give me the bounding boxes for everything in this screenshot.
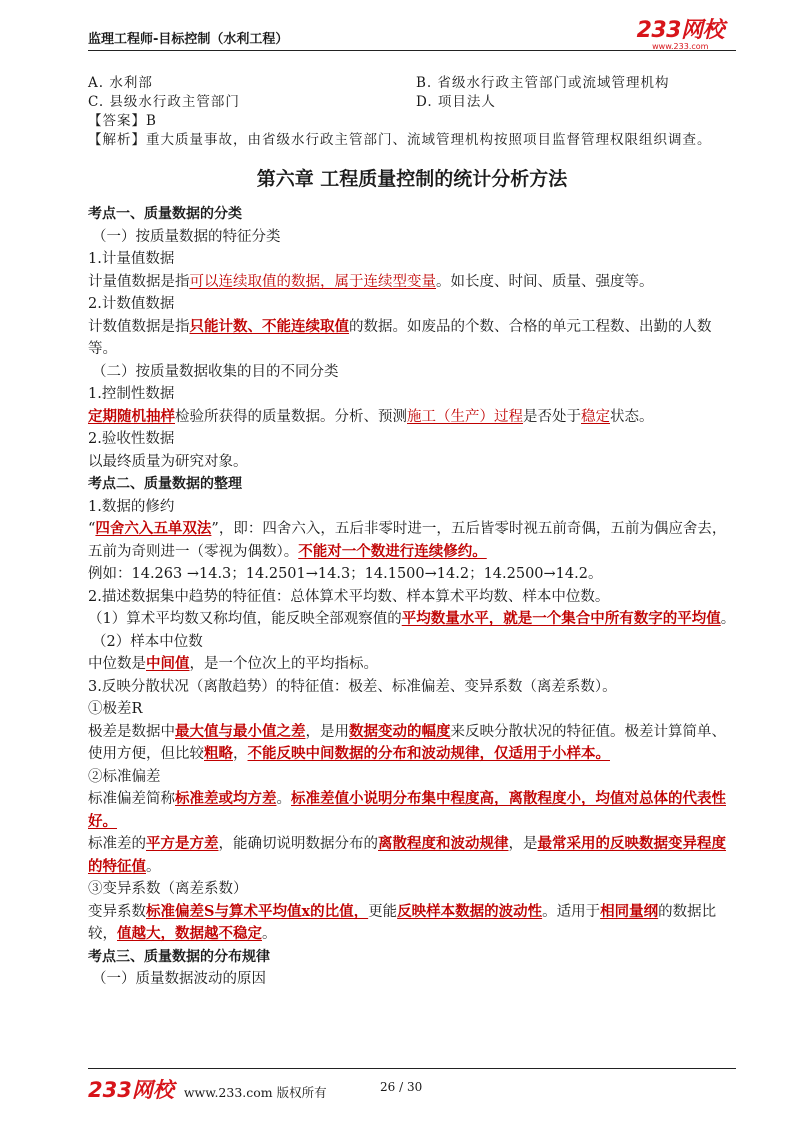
text: “ [88, 521, 96, 537]
footer-logo: 233网校 [88, 1078, 174, 1102]
footer-copyright: www.233.com 版权所有 [183, 1085, 327, 1100]
highlight: 平方是方差 [146, 835, 219, 852]
text: 来反映分散状况的特征值。极差计算简单、使用方便，但比较 [88, 723, 726, 762]
highlight: 值越大，数据越不稳定 [117, 925, 262, 942]
chapter-title: 第六章 工程质量控制的统计分析方法 [256, 168, 568, 190]
text: 是否处于 [523, 408, 581, 425]
text: 。 [276, 791, 291, 807]
item-title: 2.计数值数据 [88, 296, 175, 312]
text: 计量值数据是指 [88, 273, 190, 290]
item-title: 3.反映分散状况（离散趋势）的特征值：极差、标准偏差、变异系数（离差系数）。 [88, 678, 617, 695]
highlight: 可以连续取值的数据，属于连续型变量 [189, 273, 436, 290]
section-heading: 考点二、质量数据的整理 [88, 476, 242, 492]
option-a: A. 水利部 [88, 75, 153, 91]
brand-logo [637, 20, 724, 51]
option-row [88, 93, 736, 112]
highlight: 最大值与最小值之差 [175, 722, 306, 740]
footer-divider [88, 1068, 736, 1069]
paragraph [88, 901, 736, 946]
item-title: 2.描述数据集中趋势的特征值：总体算术平均数、样本算术平均数、样本中位数。 [88, 588, 610, 605]
document-body [88, 74, 736, 991]
header-title: 监理工程师-目标控制（水利工程） [88, 32, 289, 47]
text: 。 [720, 611, 736, 627]
highlight: 定期随机抽样 [88, 407, 175, 425]
text: 的数据比较， [88, 903, 717, 942]
answer: 【答案】B [88, 113, 157, 129]
paragraph [88, 788, 736, 833]
highlight: 不能反映中间数据的分布和波动规律，仅适用于小样本。 [247, 745, 610, 762]
paragraph: 以最终质量为研究对象。 [88, 453, 248, 470]
highlight: 施工（生产）过程 [407, 408, 523, 425]
paragraph [88, 608, 736, 631]
highlight: 只能计数、不能连续取值 [189, 317, 349, 335]
paragraph [88, 833, 736, 878]
text: 计数值数据是指 [88, 318, 190, 335]
item-title: 1.数据的修约 [88, 498, 175, 515]
logo-text: 233网校 [636, 18, 724, 43]
highlight: 中间值 [146, 655, 190, 672]
highlight: 数据变动的幅度 [349, 722, 451, 740]
option-d: D. 项目法人 [416, 94, 496, 110]
item-title: ①极差R [88, 701, 143, 717]
highlight: 相同量纲 [600, 902, 659, 920]
item-title: 2.验收性数据 [88, 431, 175, 447]
subsection-heading: （二）按质量数据收集的目的不同分类 [92, 363, 339, 380]
text: 检验所获得的质量数据。分析、预测 [175, 408, 407, 425]
paragraph [88, 316, 736, 361]
text: ，是用 [305, 723, 349, 740]
text: 更能 [368, 903, 398, 920]
text: ， [233, 746, 248, 762]
item-title: ③变异系数（离差系数） [88, 881, 248, 897]
text: ”，即：四舍六入，五后非零时进一，五后皆零时视五前奇偶，五前为偶应舍去，五前为奇则进一（零视为偶数）。 [88, 521, 727, 560]
section-heading: 考点一、质量数据的分类 [88, 206, 242, 222]
logo-url: www.233.com [652, 42, 709, 51]
text: 极差是数据中 [88, 723, 175, 740]
text: 。适用于 [542, 903, 601, 920]
option-c: C. 县级水行政主管部门 [88, 94, 240, 110]
text: 中位数是 [88, 656, 146, 672]
highlight: 标准差值小说明分布集中程度高，离散程度小，均值对总体的代表性好。 [88, 790, 726, 830]
item-title: ②标准偏差 [88, 768, 161, 785]
text: 标准差的 [88, 836, 146, 852]
highlight: 最常采用的反映数据变异程度的特征值 [88, 835, 726, 875]
analysis: 【解析】重大质量事故，由省级水行政主管部门、流域管理机构按照项目监督管理权限组织调查。 [88, 132, 712, 148]
text: （1）算术平均数又称均值，能反映全部观察值的 [88, 611, 402, 627]
highlight: 四舍六入五单双法 [95, 520, 212, 537]
example: 例如：14.263 →14.3；14.2501→14.3；14.1500→14.2；14.2500→14.2。 [88, 566, 603, 582]
text: ，是一个位次上的平均指标。 [189, 656, 378, 672]
highlight: 平均数量水平，就是一个集合中所有数字的平均值 [401, 610, 721, 627]
highlight: 标准偏差S与算术平均值x的比值， [146, 902, 369, 920]
text: 的数据。如废品的个数、合格的单元工程数、出勤的人数等。 [88, 318, 712, 357]
option-row [88, 74, 736, 93]
text: 。 [262, 926, 277, 942]
text: 。如长度、时间、质量、强度等。 [436, 273, 654, 290]
highlight: 稳定 [581, 408, 610, 425]
paragraph [88, 653, 736, 676]
highlight: 标准差或均方差 [175, 790, 277, 807]
option-b: B. 省级水行政主管部门或流域管理机构 [416, 75, 670, 91]
text: 变异系数 [88, 903, 146, 920]
page-number: 26 / 30 [380, 1080, 423, 1094]
subsection-heading: （一）按质量数据的特征分类 [92, 228, 281, 245]
text: 标准偏差简称 [88, 791, 175, 807]
highlight: 粗略 [204, 745, 233, 762]
text: 状态。 [610, 408, 654, 425]
highlight: 反映样本数据的波动性 [397, 902, 543, 920]
highlight: 离散程度和波动规律 [378, 835, 509, 852]
text: ，能确切说明数据分布的 [218, 836, 378, 852]
paragraph [88, 518, 736, 563]
item-title: （2）样本中位数 [92, 633, 203, 650]
item-title: 1.控制性数据 [88, 386, 175, 402]
subsection-heading: （一）质量数据波动的原因 [92, 971, 266, 987]
highlight: 不能对一个数进行连续修约。 [298, 542, 487, 560]
paragraph [88, 271, 736, 294]
footer [88, 1074, 327, 1104]
text: ，是 [508, 836, 538, 852]
paragraph [88, 721, 736, 766]
text: 。 [146, 858, 161, 875]
item-title: 1.计量值数据 [88, 251, 175, 267]
header-divider [88, 50, 736, 51]
section-heading: 考点三、质量数据的分布规律 [88, 948, 270, 965]
paragraph [88, 406, 736, 429]
